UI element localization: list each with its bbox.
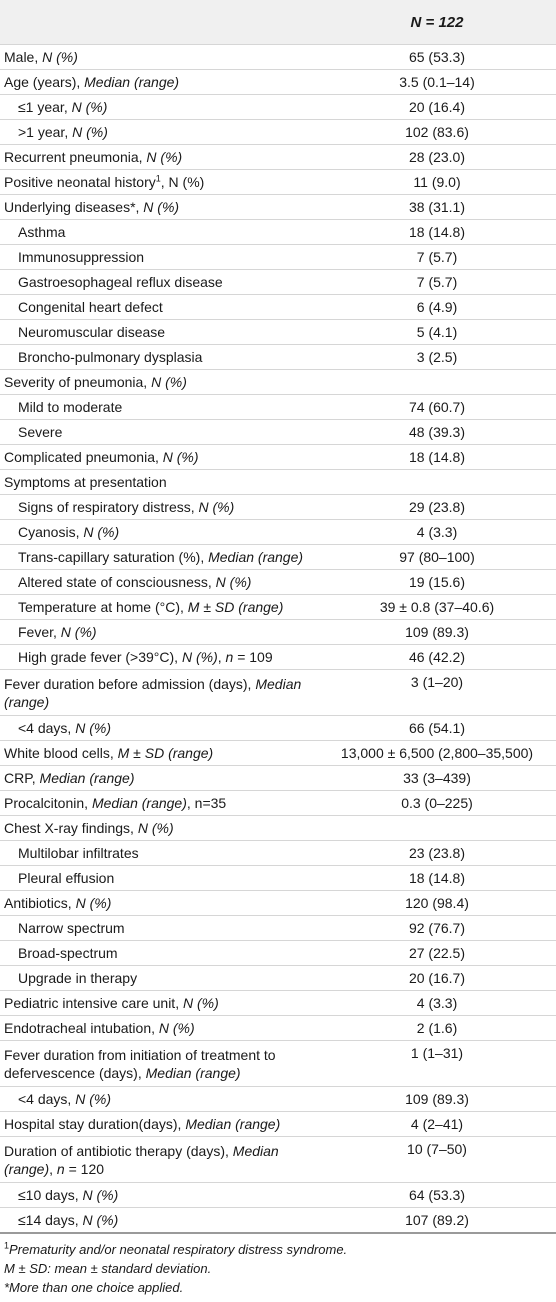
table-row: Signs of respiratory distress, N (%) 29 (23.8) (0, 495, 556, 520)
row-value: 102 (83.6) (318, 120, 556, 145)
row-value: 2 (1.6) (318, 1016, 556, 1041)
footnote-2: M ± SD: mean ± standard deviation. (4, 1261, 212, 1276)
table-row: Procalcitonin, Median (range), n=35 0.3 (0–225) (0, 791, 556, 816)
row-value: 18 (14.8) (318, 220, 556, 245)
row-value: 109 (89.3) (318, 620, 556, 645)
table-row: <4 days, N (%) 66 (54.1) (0, 716, 556, 741)
table-row: Severity of pneumonia, N (%) (0, 370, 556, 395)
row-value: 4 (3.3) (318, 991, 556, 1016)
table-row: ≤10 days, N (%) 64 (53.3) (0, 1183, 556, 1208)
row-value: 46 (42.2) (318, 645, 556, 670)
table-row: ≤1 year, N (%) 20 (16.4) (0, 95, 556, 120)
row-value: 19 (15.6) (318, 570, 556, 595)
table-row: Fever duration before admission (days), Median (range) 3 (1–20) (0, 670, 556, 716)
footnote-marker: 1 (4, 1240, 10, 1251)
table-row: Immunosuppression 7 (5.7) (0, 245, 556, 270)
row-value: 65 (53.3) (318, 45, 556, 70)
table-row: Age (years), Median (range) 3.5 (0.1–14) (0, 70, 556, 95)
row-value: 7 (5.7) (318, 270, 556, 295)
footnote-marker: 1 (155, 173, 161, 184)
row-value: 27 (22.5) (318, 941, 556, 966)
row-value: 20 (16.4) (318, 95, 556, 120)
row-value: 7 (5.7) (318, 245, 556, 270)
table-row: Broncho-pulmonary dysplasia 3 (2.5) (0, 345, 556, 370)
row-value: 6 (4.9) (318, 295, 556, 320)
row-value: 120 (98.4) (318, 891, 556, 916)
row-value: 1 (1–31) (318, 1041, 556, 1087)
table-row: Male, N (%) 65 (53.3) (0, 45, 556, 70)
table-row: Mild to moderate 74 (60.7) (0, 395, 556, 420)
row-value: 18 (14.8) (318, 445, 556, 470)
table-row: >1 year, N (%) 102 (83.6) (0, 120, 556, 145)
row-value: 13,000 ± 6,500 (2,800–35,500) (318, 741, 556, 766)
row-value: 28 (23.0) (318, 145, 556, 170)
table-row: Altered state of consciousness, N (%) 19 (15.6) (0, 570, 556, 595)
row-value: 107 (89.2) (318, 1208, 556, 1234)
table-header-row (0, 0, 556, 45)
row-value: 48 (39.3) (318, 420, 556, 445)
row-value: 3.5 (0.1–14) (318, 70, 556, 95)
row-value: 4 (3.3) (318, 520, 556, 545)
table-row: Upgrade in therapy 20 (16.7) (0, 966, 556, 991)
table-row: Complicated pneumonia, N (%) 18 (14.8) (0, 445, 556, 470)
table-row: Recurrent pneumonia, N (%) 28 (23.0) (0, 145, 556, 170)
table-row: Fever duration from initiation of treatment to defervescence (days), Median (range) 1 (1–31) (0, 1041, 556, 1087)
table-row: Narrow spectrum 92 (76.7) (0, 916, 556, 941)
table-row: Multilobar infiltrates 23 (23.8) (0, 841, 556, 866)
table-row: CRP, Median (range) 33 (3–439) (0, 766, 556, 791)
row-value: 3 (1–20) (318, 670, 556, 716)
table-row: Cyanosis, N (%) 4 (3.3) (0, 520, 556, 545)
table-row: Chest X-ray findings, N (%) (0, 816, 556, 841)
row-value: 23 (23.8) (318, 841, 556, 866)
row-value: 33 (3–439) (318, 766, 556, 791)
table-row: Trans-capillary saturation (%), Median (range) 97 (80–100) (0, 545, 556, 570)
row-value: 92 (76.7) (318, 916, 556, 941)
table-footnotes (0, 1234, 556, 1297)
row-value (318, 470, 556, 495)
table-row: Hospital stay duration(days), Median (range) 4 (2–41) (0, 1112, 556, 1137)
footnote-3: *More than one choice applied. (4, 1280, 184, 1295)
row-value: 39 ± 0.8 (37–40.6) (318, 595, 556, 620)
table-row: Symptoms at presentation (0, 470, 556, 495)
table-row: Gastroesophageal reflux disease 7 (5.7) (0, 270, 556, 295)
row-value: 4 (2–41) (318, 1112, 556, 1137)
row-value: 20 (16.7) (318, 966, 556, 991)
row-value (318, 816, 556, 841)
row-value: 74 (60.7) (318, 395, 556, 420)
table-row: Endotracheal intubation, N (%) 2 (1.6) (0, 1016, 556, 1041)
row-value: 0.3 (0–225) (318, 791, 556, 816)
table-row: High grade fever (>39°C), N (%), n = 109 46 (42.2) (0, 645, 556, 670)
row-value: 10 (7–50) (318, 1137, 556, 1183)
row-value: 109 (89.3) (318, 1087, 556, 1112)
table-row: Neuromuscular disease 5 (4.1) (0, 320, 556, 345)
table-row: Antibiotics, N (%) 120 (98.4) (0, 891, 556, 916)
table-row: Positive neonatal history$^1$, N (%) 11 (9.0) (0, 170, 556, 195)
table-row: Underlying diseases*, N (%) 38 (31.1) (0, 195, 556, 220)
table-row: Duration of antibiotic therapy (days), Median (range), n = 120 10 (7–50) (0, 1137, 556, 1183)
row-value: 29 (23.8) (318, 495, 556, 520)
table-row: Fever, N (%) 109 (89.3) (0, 620, 556, 645)
row-value: 66 (54.1) (318, 716, 556, 741)
row-value: 97 (80–100) (318, 545, 556, 570)
footnote-1: $^1$Prematurity and/or neonatal respiratory distress syndrome. (4, 1240, 348, 1257)
table-row: Broad-spectrum 27 (22.5) (0, 941, 556, 966)
row-value: 11 (9.0) (318, 170, 556, 195)
row-value: 38 (31.1) (318, 195, 556, 220)
header-characteristic (0, 0, 318, 45)
header-n-total: N = 122 (318, 0, 556, 45)
table-row: Pediatric intensive care unit, N (%) 4 (3.3) (0, 991, 556, 1016)
table-row: Temperature at home (°C), M ± SD (range) 39 ± 0.8 (37–40.6) (0, 595, 556, 620)
table-row: Pleural effusion 18 (14.8) (0, 866, 556, 891)
table-row: ≤14 days, N (%) 107 (89.2) (0, 1208, 556, 1234)
row-value: 3 (2.5) (318, 345, 556, 370)
row-value: 5 (4.1) (318, 320, 556, 345)
table-row: Congenital heart defect 6 (4.9) (0, 295, 556, 320)
table-row: Asthma 18 (14.8) (0, 220, 556, 245)
row-value: 64 (53.3) (318, 1183, 556, 1208)
table-row: Severe 48 (39.3) (0, 420, 556, 445)
row-value: 18 (14.8) (318, 866, 556, 891)
row-value (318, 370, 556, 395)
table-row: White blood cells, M ± SD (range) 13,000 ± 6,500 (2,800–35,500) (0, 741, 556, 766)
table-row: <4 days, N (%) 109 (89.3) (0, 1087, 556, 1112)
